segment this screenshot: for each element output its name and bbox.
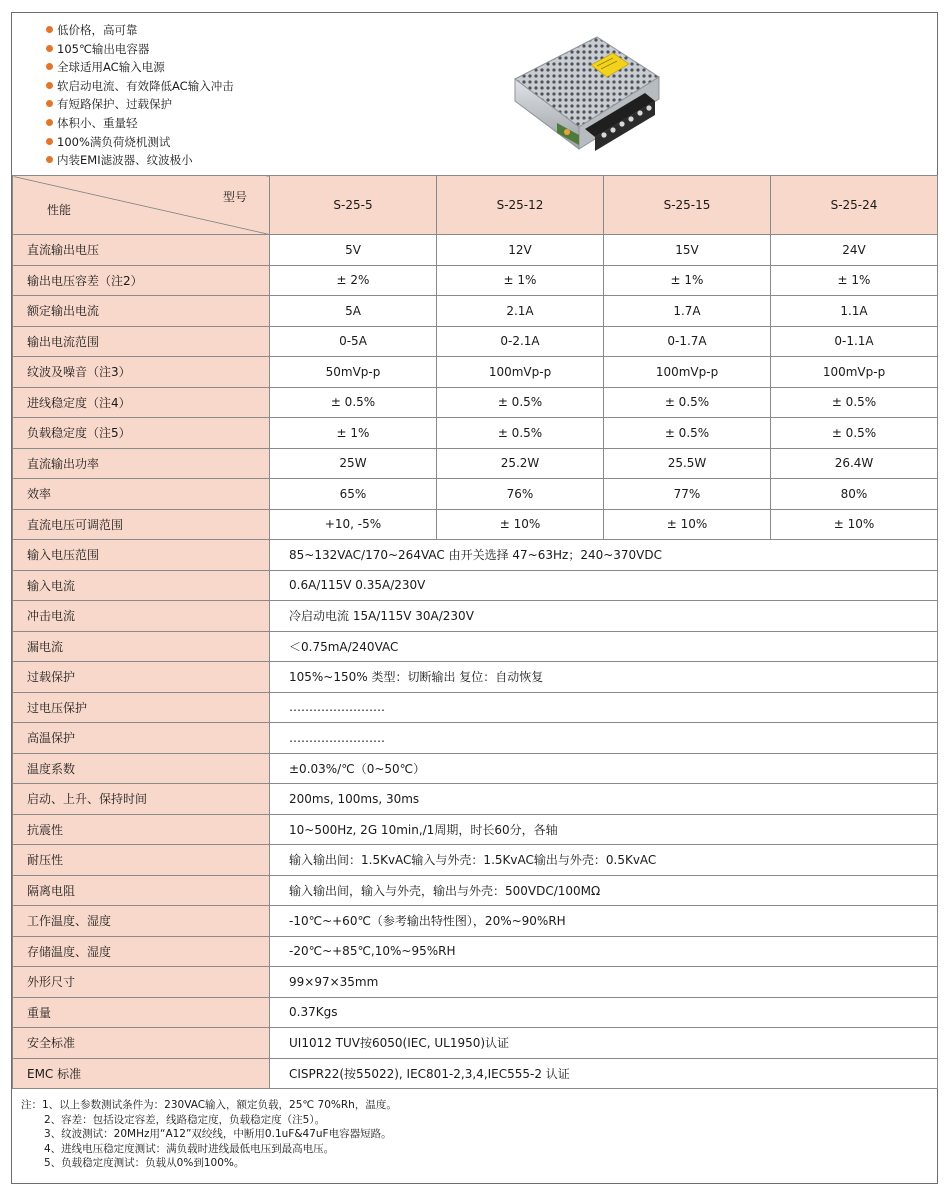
feature-item [46,77,234,96]
model-header-label: 型号 [222,190,247,204]
feature-text: 100%满负荷烧机测试 [57,134,171,149]
row-label: 过电压保护 [13,692,270,723]
feature-text: 105℃输出电容器 [57,41,150,56]
row-value: 99×97×35mm [270,967,938,998]
model-header-cell: S-25-15 [604,176,771,235]
row-value: 100mVp-p [604,357,771,388]
note-line: 2、容差：包括设定容差，线路稳定度，负载稳定度（注5）。 [44,1113,326,1126]
header-row [13,176,938,235]
row-label: 高温保护 [13,723,270,754]
row-value: 10~500Hz, 2G 10min,/1周期，时长60分，各轴 [270,814,938,845]
row-value: 105%~150% 类型：切断输出 复位：自动恢复 [270,662,938,693]
bullet-icon [46,138,53,145]
feature-item [46,95,234,114]
feature-text: 软启动电流、有效降低AC输入冲击 [57,78,234,93]
table-row [13,357,938,388]
row-value: 100mVp-p [771,357,938,388]
row-label: 冲击电流 [13,601,270,632]
note-line: 4、进线电压稳定度测试：满负载时进线最低电压到最高电压。 [44,1142,335,1155]
table-row [13,662,938,693]
note-line: 5、负载稳定度测试：负载从0%到100%。 [44,1157,245,1170]
row-value: …………………… [270,692,938,723]
table-row [13,235,938,266]
row-value: ± 0.5% [437,418,604,449]
feature-text: 体积小、重量轻 [57,115,138,130]
row-value: 26.4W [771,448,938,479]
row-label: 负载稳定度（注5） [13,418,270,449]
table-row [13,296,938,327]
row-label: 重量 [13,997,270,1028]
row-label: 安全标准 [13,1028,270,1059]
row-value: 15V [604,235,771,266]
table-row [13,448,938,479]
notes-section [21,1098,397,1171]
row-value: 12V [437,235,604,266]
row-value: 0.37Kgs [270,997,938,1028]
row-value: ± 1% [270,418,437,449]
row-label: 温度系数 [13,753,270,784]
row-value: ± 0.5% [437,387,604,418]
row-value: 80% [771,479,938,510]
row-value: ± 10% [604,509,771,540]
table-row [13,814,938,845]
table-row [13,601,938,632]
table-row [13,967,938,998]
row-label: 存储温度、湿度 [13,936,270,967]
row-label: 抗震性 [13,814,270,845]
bullet-icon [46,100,53,107]
table-row [13,479,938,510]
row-label: 效率 [13,479,270,510]
row-value: 25W [270,448,437,479]
header-corner-cell [13,176,270,235]
row-value: ± 0.5% [604,387,771,418]
row-label: 输入电流 [13,570,270,601]
table-row [13,875,938,906]
feature-item [46,58,234,77]
row-value: 85~132VAC/170~264VAC 由开关选择 47~63Hz；240~370VDC [270,540,938,571]
bullet-icon [46,63,53,70]
row-value: ± 0.5% [771,418,938,449]
bullet-icon [46,119,53,126]
row-value: 输入输出间，输入与外壳，输出与外壳：500VDC/100MΩ [270,875,938,906]
row-label: EMC 标准 [13,1058,270,1089]
spec-table [12,175,938,1089]
row-value: 0-1.1A [771,326,938,357]
note-line: 注：1、以上参数测试条件为：230VAC输入，额定负载，25℃ 70%Rh，温度。 [21,1099,397,1111]
row-value: 2.1A [437,296,604,327]
row-value: 5V [270,235,437,266]
power-supply-image [509,31,674,156]
table-row [13,265,938,296]
row-label: 纹波及噪音（注3） [13,357,270,388]
bullet-icon [46,26,53,33]
row-value: ＜0.75mA/240VAC [270,631,938,662]
table-row [13,570,938,601]
table-row [13,540,938,571]
table-row [13,753,938,784]
feature-item [46,40,234,59]
feature-text: 低价格，高可靠 [57,23,138,37]
feature-item [46,21,234,40]
row-label: 过载保护 [13,662,270,693]
row-label: 进线稳定度（注4） [13,387,270,418]
row-value: 25.2W [437,448,604,479]
row-value: 0.6A/115V 0.35A/230V [270,570,938,601]
row-value: 冷启动电流 15A/115V 30A/230V [270,601,938,632]
row-value: UI1012 TUV按6050(IEC, UL1950)认证 [270,1028,938,1059]
row-value: ± 10% [437,509,604,540]
table-row [13,845,938,876]
feature-item [46,114,234,133]
row-value: 77% [604,479,771,510]
row-value: 25.5W [604,448,771,479]
table-row [13,326,938,357]
row-value: 输入输出间：1.5KvAC输入与外壳：1.5KvAC输出与外壳：0.5KvAC [270,845,938,876]
row-label: 漏电流 [13,631,270,662]
row-value: …………………… [270,723,938,754]
row-value: 0-1.7A [604,326,771,357]
bullet-icon [46,45,53,52]
row-value: 50mVp-p [270,357,437,388]
feature-text: 有短路保护、过载保护 [57,97,172,112]
model-header-cell: S-25-24 [771,176,938,235]
table-row [13,387,938,418]
row-value: 1.7A [604,296,771,327]
table-row [13,723,938,754]
row-value: 1.1A [771,296,938,327]
row-label: 直流输出电压 [13,235,270,266]
row-value: ± 1% [604,265,771,296]
row-label: 外形尺寸 [13,967,270,998]
row-value: -10℃~+60℃（参考输出特性图），20%~90%RH [270,906,938,937]
table-row [13,631,938,662]
row-label: 输入电压范围 [13,540,270,571]
row-value: ± 2% [270,265,437,296]
row-label: 隔离电阻 [13,875,270,906]
row-value: 76% [437,479,604,510]
table-row [13,418,938,449]
row-label: 耐压性 [13,845,270,876]
row-value: ± 1% [771,265,938,296]
row-value: 5A [270,296,437,327]
row-label: 直流输出功率 [13,448,270,479]
feature-item [46,151,234,170]
model-header-cell: S-25-5 [270,176,437,235]
row-label: 直流电压可调范围 [13,509,270,540]
row-value: ± 0.5% [771,387,938,418]
feature-text: 内装EMI滤波器、纹波极小 [57,153,193,168]
row-value: 100mVp-p [437,357,604,388]
row-value: 0-5A [270,326,437,357]
row-label: 工作温度、湿度 [13,906,270,937]
row-value: ± 0.5% [270,387,437,418]
table-row [13,936,938,967]
row-value: 200ms, 100ms, 30ms [270,784,938,815]
table-row [13,1058,938,1089]
row-value: 0-2.1A [437,326,604,357]
row-label: 启动、上升、保持时间 [13,784,270,815]
bullet-icon [46,82,53,89]
row-value: +10, -5% [270,509,437,540]
row-label: 额定输出电流 [13,296,270,327]
row-value: CISPR22(按55022), IEC801-2,3,4,IEC555-2 认证 [270,1058,938,1089]
row-label: 输出电压容差（注2） [13,265,270,296]
model-header-cell: S-25-12 [437,176,604,235]
table-row [13,509,938,540]
table-row [13,784,938,815]
row-value: ± 0.5% [604,418,771,449]
row-label: 输出电流范围 [13,326,270,357]
row-value: ±0.03%/℃（0~50℃） [270,753,938,784]
note-line: 3、纹波测试：20MHz用“A12”双绞线，中断用0.1uF&47uF电容器短路。 [44,1128,392,1141]
row-value: -20℃~+85℃,10%~95%RH [270,936,938,967]
table-row [13,1028,938,1059]
row-value: ± 10% [771,509,938,540]
feature-item [46,133,234,152]
spec-sheet [11,12,938,1184]
row-value: 24V [771,235,938,266]
bullet-icon [46,156,53,163]
feature-list [46,21,234,170]
performance-header-label: 性能 [47,203,72,217]
row-value: ± 1% [437,265,604,296]
table-row [13,692,938,723]
row-value: 65% [270,479,437,510]
table-row [13,997,938,1028]
table-row [13,906,938,937]
feature-section [12,13,937,175]
feature-text: 全球适用AC输入电源 [57,60,165,75]
